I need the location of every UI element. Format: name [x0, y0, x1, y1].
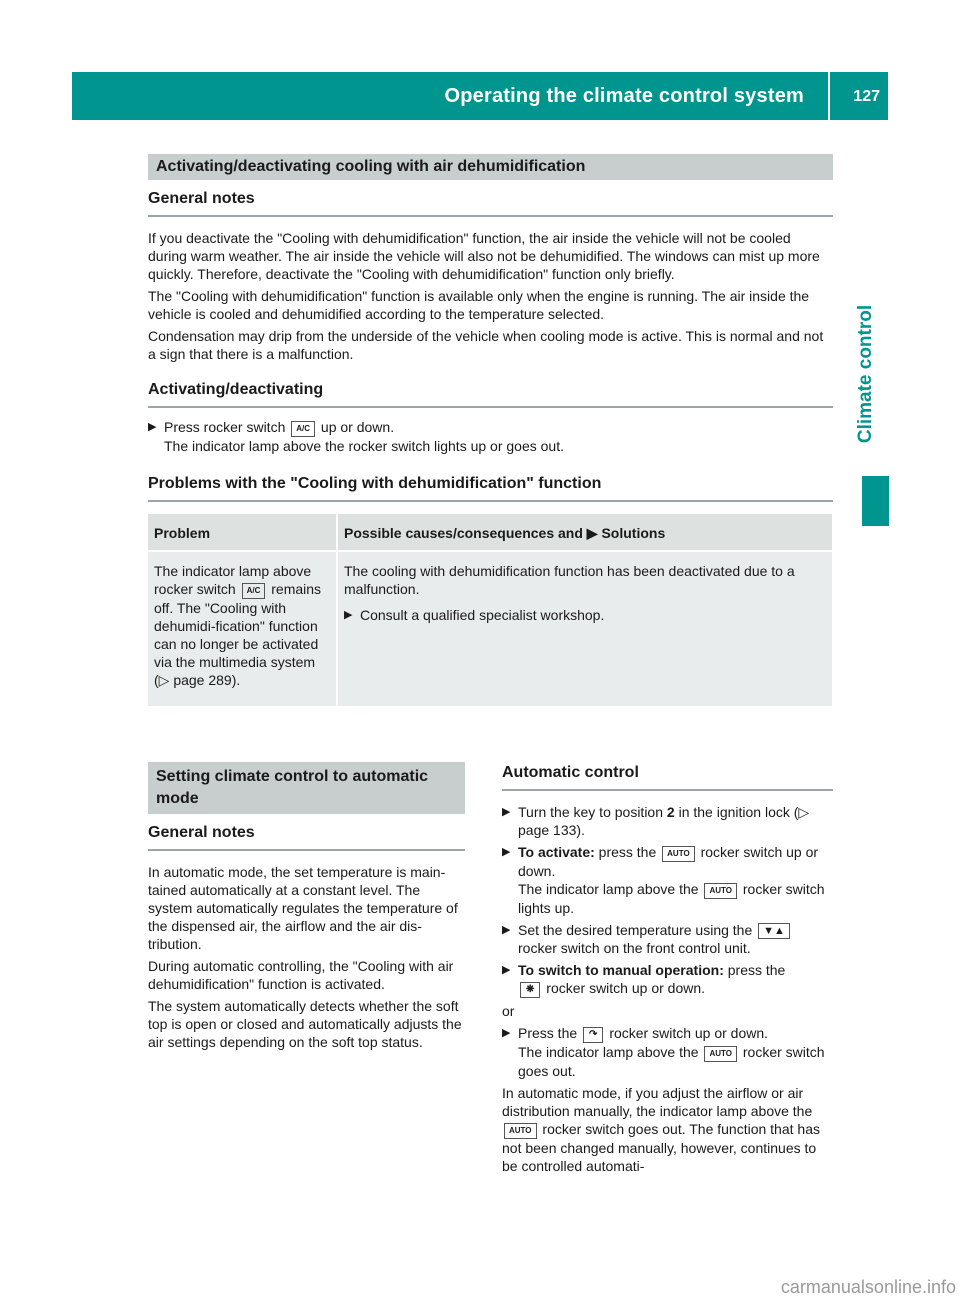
automatic-control-heading: Automatic control [502, 764, 833, 791]
step-result: rocker switch lights up. [518, 881, 825, 916]
general-notes-heading: General notes [148, 824, 465, 851]
step-bold: To switch to manual operation: [518, 962, 724, 978]
cell-text: The indicator lamp above rocker switch [154, 563, 312, 597]
paragraph-text: rocker switch goes out. The function that has not been changed manually, however, continues to be controlled automati- [502, 1121, 820, 1174]
or-label: or [502, 1003, 515, 1019]
step-text: press the [727, 962, 786, 978]
solution-step: ▶ Consult a qualified specialist workshop. [344, 606, 826, 624]
instruction-step [502, 961, 833, 998]
side-tab-label: Climate control [855, 304, 876, 444]
temperature-key-icon: ▼▲ [758, 923, 790, 939]
step-result: rocker switch goes out. [518, 1044, 825, 1079]
ac-key-icon: A/C [291, 421, 315, 437]
page-number: 127 [853, 88, 880, 105]
instruction-step [502, 921, 833, 957]
step-result: The indicator lamp above the [518, 1044, 699, 1060]
instruction-step [502, 803, 833, 839]
fan-off-key-icon: ❋ [520, 982, 540, 998]
activating-heading: Activating/deactivating [148, 381, 833, 408]
step-bold: To activate: [518, 844, 595, 860]
section-automatic-control [502, 764, 833, 1175]
general-notes-heading: General notes [148, 190, 833, 217]
table-row [148, 550, 832, 706]
header-divider [828, 72, 830, 120]
section-cooling [148, 154, 833, 706]
step-text: in the ignition lock (▷ page 133). [518, 804, 810, 838]
cell-text: remains off. The "Cooling with dehumidi-fication" function can no longer be activated via the multimedia system (▷ page 289). [154, 581, 322, 688]
auto-key-icon: AUTO [662, 846, 695, 862]
step-text: rocker switch up or down. [518, 844, 819, 879]
paragraph [502, 1084, 833, 1175]
header-text: Possible causes/consequences and [344, 525, 583, 541]
auto-key-icon: AUTO [704, 1046, 737, 1062]
auto-key-icon: AUTO [704, 883, 737, 899]
step-text: Press rocker switch [164, 419, 286, 435]
step-text: up or down. [320, 419, 395, 435]
chapter-title: Operating the climate control system [444, 85, 804, 107]
step-bold: 2 [666, 804, 675, 820]
header-text: Solutions [601, 525, 666, 541]
paragraph: The system automatically detects whether the soft top is open or closed and automatically adjusts the air settings depending on the soft top status. [148, 998, 462, 1050]
paragraph: If you deactivate the "Cooling with dehumidification" function, the air inside the vehicle will not be cooled during warm weather. The air inside the vehicle will also not be dehumidified. The windows can mist up more quickly. Therefore, deactivate the "Cooling with dehumidification" function only briefly. [148, 230, 820, 282]
cause-text: The cooling with dehumidification function has been deactivated due to a malfunction. [344, 563, 795, 597]
side-tab-marker [862, 476, 889, 526]
section-title: Activating/deactivating cooling with air dehumidification [148, 154, 833, 180]
page-header [72, 72, 888, 120]
step-text: rocker switch up or down. [609, 1025, 769, 1041]
instruction-step [502, 1024, 833, 1080]
problem-cell [148, 550, 336, 706]
instruction-step [148, 418, 833, 455]
arrow-icon: ▶ [586, 525, 598, 541]
step-text: Press the [518, 1025, 578, 1041]
paragraph: During automatic controlling, the "Cooling with air dehumidification" function is activated. [148, 958, 454, 992]
paragraph: In automatic mode, the set temperature is main-tained automatically at a constant level. The system automatically regulates the temperature of the dispensed air, the airflow and the air dis-tribution. [148, 864, 458, 952]
column-header-solutions [338, 514, 832, 550]
step-result: The indicator lamp above the rocker switch lights up or goes out. [164, 438, 564, 454]
step-text: Set the desired temperature using the [518, 922, 753, 938]
step-text: Turn the key to position [518, 804, 664, 820]
ac-key-icon: A/C [242, 583, 266, 599]
section-title: Setting climate control to automatic mode [148, 762, 465, 814]
step-text: rocker switch up or down. [546, 980, 706, 996]
paragraph: The "Cooling with dehumidification" function is available only when the engine is running. The air inside the vehicle is cooled and dehumidified according to the temperature selected. [148, 288, 810, 322]
problems-heading: Problems with the "Cooling with dehumidification" function [148, 475, 833, 502]
solution-cell [338, 550, 832, 706]
auto-key-icon: AUTO [504, 1123, 537, 1139]
problems-table [146, 514, 834, 706]
paragraph: Condensation may drip from the underside of the vehicle when cooling mode is active. This is normal and not a sign that there is a malfunction. [148, 328, 824, 362]
paragraph-text: In automatic mode, if you adjust the airflow or air distribution manually, the indicator lamp above the [502, 1085, 813, 1119]
section-automatic-mode [148, 762, 465, 1051]
step-text: press the [598, 844, 657, 860]
instruction-step [502, 843, 833, 917]
column-header-problem: Problem [148, 514, 336, 550]
watermark: carmanualsonline.info [780, 1277, 956, 1297]
air-distribution-key-icon: ↷ [583, 1027, 603, 1043]
step-text: rocker switch on the front control unit. [518, 940, 751, 956]
step-result: The indicator lamp above the [518, 881, 699, 897]
